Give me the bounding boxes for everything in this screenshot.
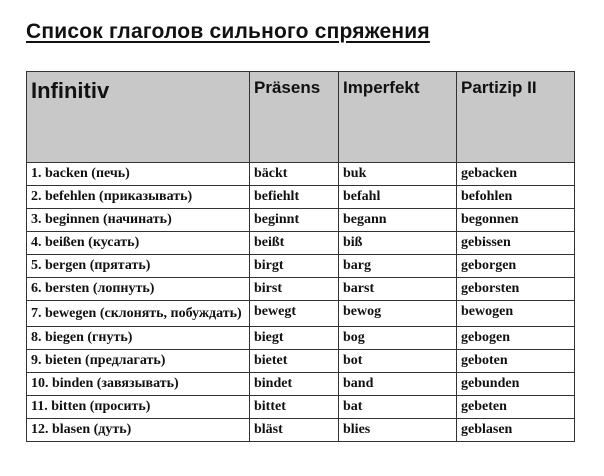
cell-praesens: befiehlt xyxy=(250,186,339,209)
cell-partizip: geblasen xyxy=(457,419,575,442)
header-imperfekt: Imperfekt xyxy=(339,72,457,163)
cell-praesens: beißt xyxy=(250,232,339,255)
cell-partizip: gebogen xyxy=(457,327,575,350)
cell-infinitiv: 12. blasen (дуть) xyxy=(27,419,250,442)
table-row xyxy=(27,163,575,186)
cell-infinitiv: 3. beginnen (начинать) xyxy=(27,209,250,232)
cell-imperfekt: begann xyxy=(339,209,457,232)
table-row xyxy=(27,419,575,442)
cell-imperfekt: bewog xyxy=(339,301,457,327)
header-praesens: Präsens xyxy=(250,72,339,163)
table-row xyxy=(27,186,575,209)
cell-infinitiv: 1. backen (печь) xyxy=(27,163,250,186)
cell-infinitiv: 5. bergen (прятать) xyxy=(27,255,250,278)
cell-partizip: gebeten xyxy=(457,396,575,419)
cell-imperfekt: barst xyxy=(339,278,457,301)
table-row xyxy=(27,350,575,373)
cell-infinitiv: 7. bewegen (склонять, побуждать) xyxy=(27,301,250,327)
cell-imperfekt: band xyxy=(339,373,457,396)
page-title: Список глаголов сильного спряжения xyxy=(26,20,430,43)
cell-praesens: birgt xyxy=(250,255,339,278)
cell-praesens: bewegt xyxy=(250,301,339,327)
cell-praesens: bietet xyxy=(250,350,339,373)
cell-praesens: birst xyxy=(250,278,339,301)
cell-praesens: bäckt xyxy=(250,163,339,186)
cell-imperfekt: blies xyxy=(339,419,457,442)
cell-partizip: geboten xyxy=(457,350,575,373)
cell-partizip: begonnen xyxy=(457,209,575,232)
header-infinitiv: Infinitiv xyxy=(27,72,250,163)
cell-partizip: bewogen xyxy=(457,301,575,327)
cell-infinitiv: 6. bersten (лопнуть) xyxy=(27,278,250,301)
cell-partizip: befohlen xyxy=(457,186,575,209)
cell-imperfekt: befahl xyxy=(339,186,457,209)
table-row xyxy=(27,278,575,301)
cell-infinitiv: 9. bieten (предлагать) xyxy=(27,350,250,373)
table-row xyxy=(27,209,575,232)
cell-partizip: gebissen xyxy=(457,232,575,255)
header-partizip: Partizip II xyxy=(457,72,575,163)
table-header-row xyxy=(27,72,575,163)
cell-infinitiv: 8. biegen (гнуть) xyxy=(27,327,250,350)
cell-praesens: bindet xyxy=(250,373,339,396)
cell-partizip: geborgen xyxy=(457,255,575,278)
cell-imperfekt: barg xyxy=(339,255,457,278)
cell-praesens: biegt xyxy=(250,327,339,350)
cell-imperfekt: bog xyxy=(339,327,457,350)
cell-praesens: beginnt xyxy=(250,209,339,232)
cell-infinitiv: 10. binden (завязывать) xyxy=(27,373,250,396)
cell-infinitiv: 11. bitten (просить) xyxy=(27,396,250,419)
cell-partizip: gebunden xyxy=(457,373,575,396)
table-row xyxy=(27,255,575,278)
cell-imperfekt: bat xyxy=(339,396,457,419)
table-row xyxy=(27,301,575,327)
cell-infinitiv: 2. befehlen (приказывать) xyxy=(27,186,250,209)
cell-partizip: geborsten xyxy=(457,278,575,301)
cell-imperfekt: bot xyxy=(339,350,457,373)
cell-praesens: bittet xyxy=(250,396,339,419)
table-row xyxy=(27,396,575,419)
table-row xyxy=(27,232,575,255)
cell-praesens: bläst xyxy=(250,419,339,442)
cell-imperfekt: buk xyxy=(339,163,457,186)
cell-infinitiv: 4. beißen (кусать) xyxy=(27,232,250,255)
table-row xyxy=(27,373,575,396)
cell-imperfekt: biß xyxy=(339,232,457,255)
verb-table xyxy=(26,71,575,442)
cell-partizip: gebacken xyxy=(457,163,575,186)
table-row xyxy=(27,327,575,350)
